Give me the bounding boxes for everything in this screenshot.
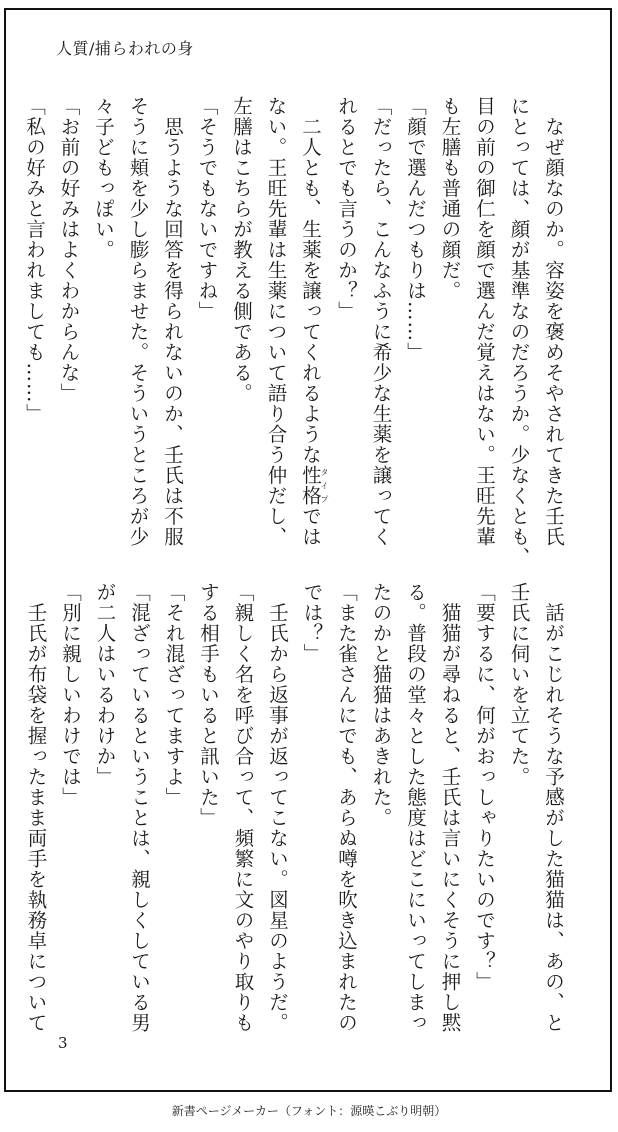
text-line: も左膳も普通の顔だ。	[438, 96, 462, 301]
text-line: 話がこじれそうな予感がした猫猫は、あの、と	[542, 582, 565, 1033]
text-line: が二人はいるわけか」	[93, 582, 117, 787]
page-header-title: 人質/捕らわれの身	[56, 39, 194, 58]
text-line: 壬氏に伺いを立てた。	[507, 582, 531, 787]
text-line: 「そうでもないですね」	[195, 96, 219, 322]
text-line: では？」	[300, 582, 324, 664]
text-line: 「私の好みと言われましても……」	[23, 96, 46, 424]
text-line: する相手もいると訊いた」	[197, 582, 220, 828]
text-line: ない。王旺先輩は生薬について語り合う仲だし、	[264, 96, 288, 547]
footer-credit: 新書ページメーカー（フォント：源暎こぶり明朝）	[171, 1104, 447, 1118]
text-line: 「顔で選んだつもりは……」	[404, 96, 427, 363]
ruby-reading: タイプ	[320, 465, 329, 506]
text-block-lower	[24, 582, 570, 1033]
text-line: 「親しく名を呼び合って、頻繁に文のやり取りも	[231, 582, 255, 1033]
page-number: 3	[58, 1034, 68, 1052]
text-line: 「お前の好みはよくわからんな」	[57, 96, 81, 404]
text-line: 左膳はこちらが教える側である。	[230, 96, 253, 404]
text-line: たのかと猫猫はあきれた。	[369, 582, 393, 828]
text-block-upper	[23, 96, 570, 568]
text-line: 思うような回答を得られないのか、壬氏は不服	[161, 96, 184, 547]
text-line: 「それ混ざってますよ」	[162, 582, 186, 808]
text-line: れるとでも言うのか？」	[335, 96, 358, 322]
text-line-with-ruby	[293, 96, 329, 547]
text-line: 壬氏が布袋を握ったまま両手を執務卓について	[24, 582, 48, 1033]
ruby-base: 性格	[299, 465, 322, 506]
text-line: 「混ざっているということは、親しくしている男	[128, 582, 151, 1033]
text-line: にとっては、顔が基準なのだろうか。少なくとも、	[507, 96, 531, 568]
text-line: 「また雀さんにでも、あらぬ噂を吹き込まれたの	[335, 582, 358, 1033]
text-line: 々子どもっぽい。	[92, 96, 115, 260]
text-segment: では	[299, 506, 322, 547]
text-line: 「別に親しいわけでは」	[59, 582, 82, 808]
text-line: 目の前の御仁を顔で選んだ覚えはない。王旺先輩	[473, 96, 496, 547]
text-line: なぜ顔なのか。容姿を褒めそやされてきた壬氏	[542, 96, 565, 547]
text-line: 猫猫が尋ねると、壬氏は言いにくそうに押し黙	[438, 582, 462, 1033]
text-line: 「だったら、こんなふうに希少な生薬を譲ってく	[369, 96, 393, 547]
text-line: そうに頬を少し膨らませた。そういうところが少	[126, 96, 150, 547]
text-line: 壬氏から返事が返ってこない。図星のようだ。	[266, 582, 289, 1033]
text-segment: 二人とも、生薬を譲ってくれるような	[299, 96, 322, 465]
text-line: る。普段の堂々とした態度はどこにいってしまっ	[404, 582, 427, 1033]
ruby-annotation	[299, 465, 329, 506]
text-line: 「要するに、何がおっしゃりたいのです？」	[473, 582, 496, 992]
